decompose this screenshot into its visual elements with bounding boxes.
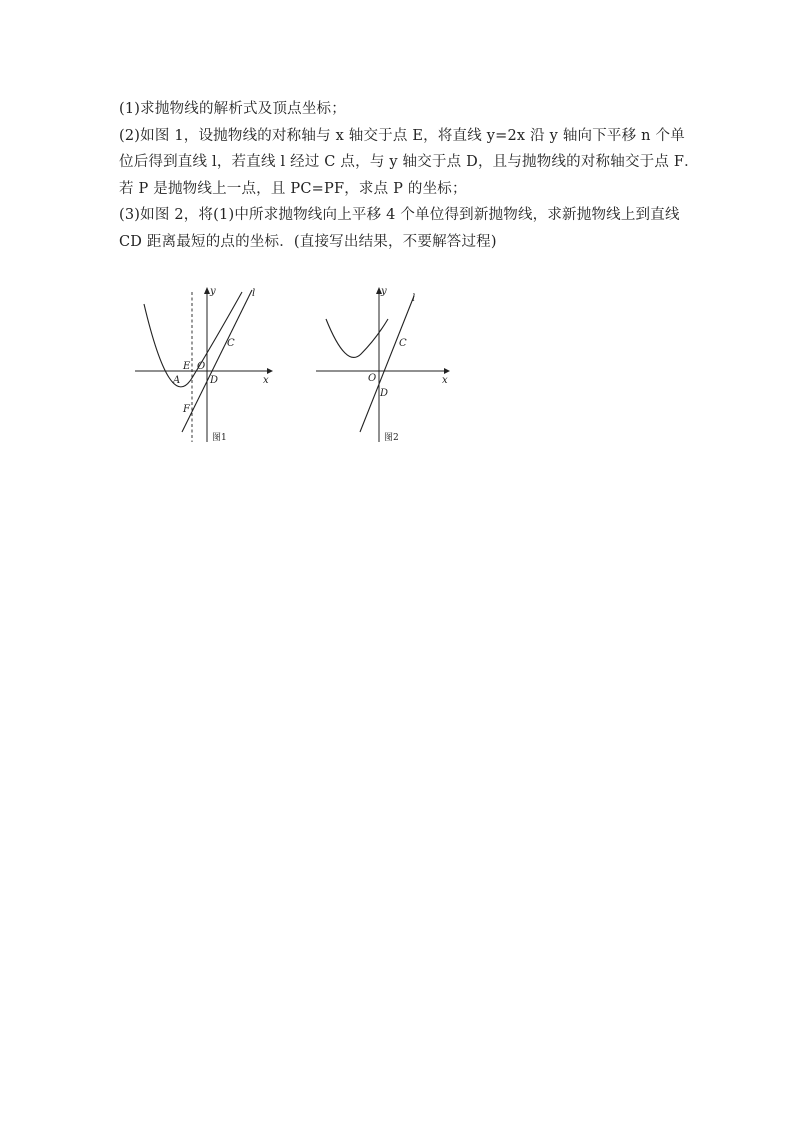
label-y: y [381, 286, 387, 297]
label-x: x [263, 375, 269, 386]
figure-2 [313, 284, 458, 446]
line-l [182, 290, 252, 432]
label-f: F [183, 404, 190, 415]
x-axis-arrow [267, 368, 273, 374]
line-cd [360, 296, 414, 432]
part-1: (1)求抛物线的解析式及顶点坐标； [119, 101, 346, 117]
caption-figure-2: 图2 [384, 433, 399, 443]
figures [130, 284, 460, 446]
label-x: x [442, 375, 448, 386]
problem-text [119, 96, 699, 255]
label-l: l [252, 288, 256, 299]
label-l: l [412, 293, 416, 304]
x-axis-arrow [444, 368, 450, 374]
label-e: E [183, 361, 191, 372]
label-c: C [399, 338, 407, 349]
label-a: A [173, 375, 181, 386]
label-o: O [197, 361, 206, 372]
label-c: C [227, 338, 235, 349]
figure-1 [130, 284, 275, 446]
label-d: D [210, 375, 219, 386]
label-o: O [368, 373, 377, 384]
label-d: D [380, 388, 389, 399]
part-3: (3)如图 2，将(1)中所求抛物线向上平移 4 个单位得到新抛物线，求新抛物线上到直线 CD 距离最短的点的坐标．(直接写出结果，不要解答过程) [119, 207, 680, 250]
part-2: (2)如图 1，设抛物线的对称轴与 x 轴交于点 E，将直线 y=2x 沿 y 轴向下平移 n 个单位后得到直线 l，若直线 l 经过 C 点，与 y 轴交于点 D，且与抛物线的对称轴交于点 F．若 P 是抛物线上一点，且 PC=PF，求点 P 的坐标； [119, 127, 699, 197]
caption-figure-1: 图1 [212, 433, 227, 443]
label-y: y [210, 286, 216, 297]
